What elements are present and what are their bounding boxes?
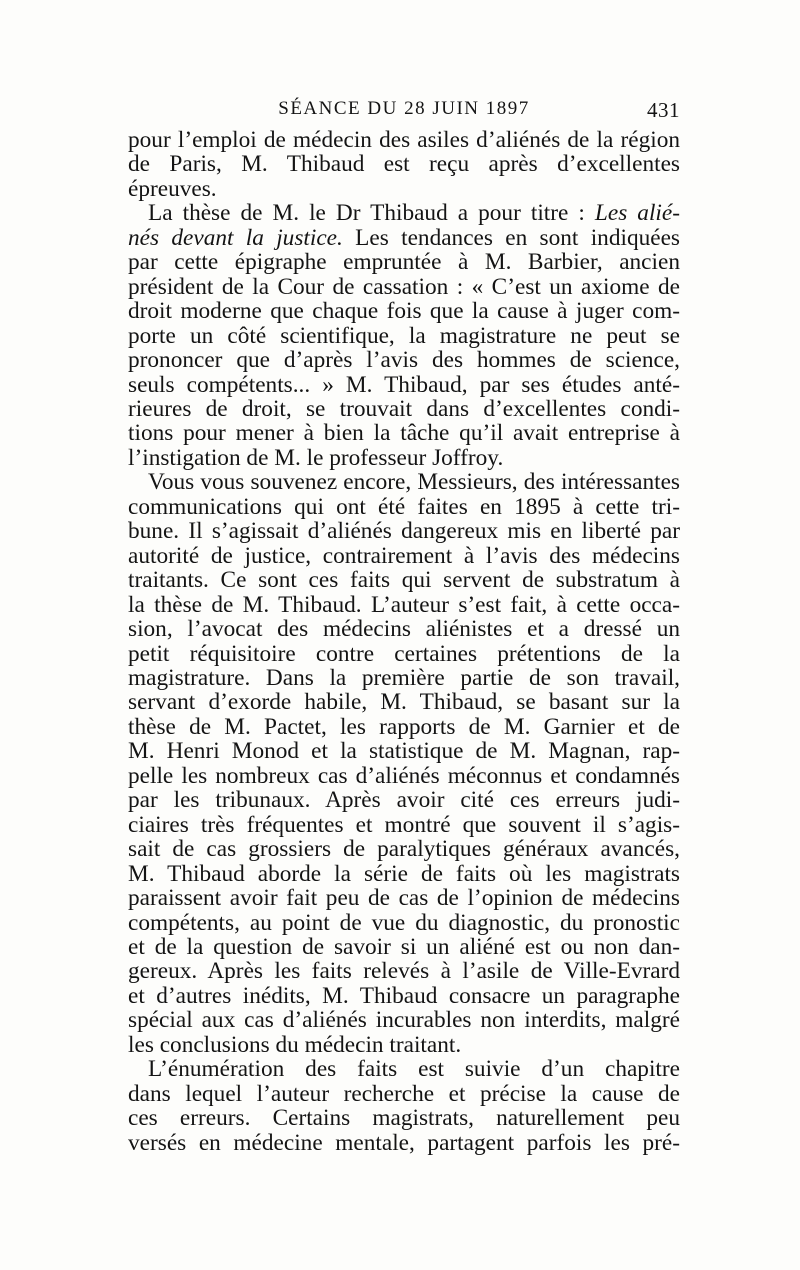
text-line: président de la Cour de cassation : « C’est un axiome de	[128, 274, 680, 300]
text-line	[128, 201, 680, 225]
text-line: dans lequel l’auteur recherche et précise la cause de	[128, 1081, 680, 1107]
text-line: épreuves.	[128, 176, 217, 202]
text-line: sion, l’avocat des médecins aliénistes et a dressé un	[128, 617, 680, 642]
text-run: La thèse de M. le Dr Thibaud a pour titre :	[148, 201, 595, 226]
text-line: L’énumération des faits est suivie d’un chapitre	[148, 1057, 680, 1082]
text-line: les conclusions du médecin traitant.	[128, 1032, 462, 1058]
text-line: bune. Il s’agissait d’aliénés dangereux mis en liberté par	[128, 519, 680, 544]
text-line: et d’autres inédits, M. Thibaud consacre un paragraphe	[128, 983, 680, 1009]
page-number: 431	[647, 98, 680, 122]
text-line: paraissent avoir fait peu de cas de l’opinion de médecins	[128, 886, 680, 911]
text-line: de Paris, M. Thibaud est reçu après d’excellentes	[128, 152, 680, 177]
text-line: pour l’emploi de médecin des asiles d’aliénés de la région	[128, 128, 680, 153]
text-line: servant d’exorde habile, M. Thibaud, se basant sur la	[128, 690, 680, 715]
paragraph	[128, 201, 680, 470]
text-line	[128, 226, 680, 250]
text-line: droit moderne que chaque fois que la cause à juger com-	[128, 299, 680, 324]
paragraph	[128, 470, 680, 1057]
text-line: thèse de M. Pactet, les rapports de M. Garnier et de	[128, 714, 680, 740]
text-line: sait de cas grossiers de paralytiques généraux avancés,	[128, 837, 680, 862]
text-line: petit réquisitoire contre certaines prétentions de la	[128, 641, 680, 666]
text-line: gereux. Après les faits relevés à l’asile de Ville-Evrard	[128, 959, 680, 984]
text-line: pelle les nombreux cas d’aliénés méconnus et condamnés	[128, 763, 680, 789]
text-line: ciaires très fréquentes et montré que souvent il s’agis-	[128, 812, 680, 838]
text-line: rieures de droit, se trouvait dans d’excellentes condi-	[128, 396, 680, 422]
text-line: communications qui ont été faites en 1895 à cette tri-	[128, 494, 680, 520]
text-line: l’instigation de M. le professeur Joffroy.	[128, 445, 504, 471]
text-run: Les tendances en sont indiquées	[342, 225, 680, 251]
text-line: traitants. Ce sont ces faits qui servent de substratum à	[128, 568, 680, 593]
text-line: autorité de justice, contrairement à l’avis des médecins	[128, 543, 680, 569]
text-line: par les tribunaux. Après avoir cité ces erreurs judi-	[128, 788, 680, 813]
text-line: M. Henri Monod et la statistique de M. Magnan, rap-	[128, 739, 680, 764]
text-line: et de la question de savoir si un aliéné est ou non dan-	[128, 934, 680, 960]
text-line: par cette épigraphe empruntée à M. Barbier, ancien	[128, 250, 680, 275]
text-line: spécial aux cas d’aliénés incurables non interdits, malgré	[128, 1008, 680, 1033]
thesis-title: nés devant la justice.	[128, 225, 343, 251]
text-line: ces erreurs. Certains magistrats, naturellement peu	[128, 1106, 680, 1131]
running-title: SÉANCE DU 28 JUIN 1897	[278, 98, 530, 119]
thesis-title: Les alié-	[594, 201, 680, 226]
text-line: versés en médecine mentale, partagent parfois les pré-	[128, 1130, 680, 1156]
text-line: Vous vous souvenez encore, Messieurs, des intéressantes	[148, 470, 680, 495]
text-line: porte un côté scientifique, la magistrature ne peut se	[128, 323, 680, 349]
body-text	[128, 128, 680, 1155]
text-line: magistrature. Dans la première partie de son travail,	[128, 665, 680, 691]
running-head	[128, 98, 680, 124]
text-line: prononcer que d’après l’avis des hommes de science,	[128, 348, 680, 373]
text-line: tions pour mener à bien la tâche qu’il avait entreprise à	[128, 421, 680, 446]
text-line: compétents, au point de vue du diagnostic, du pronostic	[128, 910, 680, 935]
text-line: seuls compétents... » M. Thibaud, par ses études anté-	[128, 372, 680, 397]
paragraph	[128, 1057, 680, 1155]
text-line: la thèse de M. Thibaud. L’auteur s’est fait, à cette occa-	[128, 592, 680, 618]
paragraph	[128, 128, 680, 201]
text-line: M. Thibaud aborde la série de faits où les magistrats	[128, 861, 680, 887]
